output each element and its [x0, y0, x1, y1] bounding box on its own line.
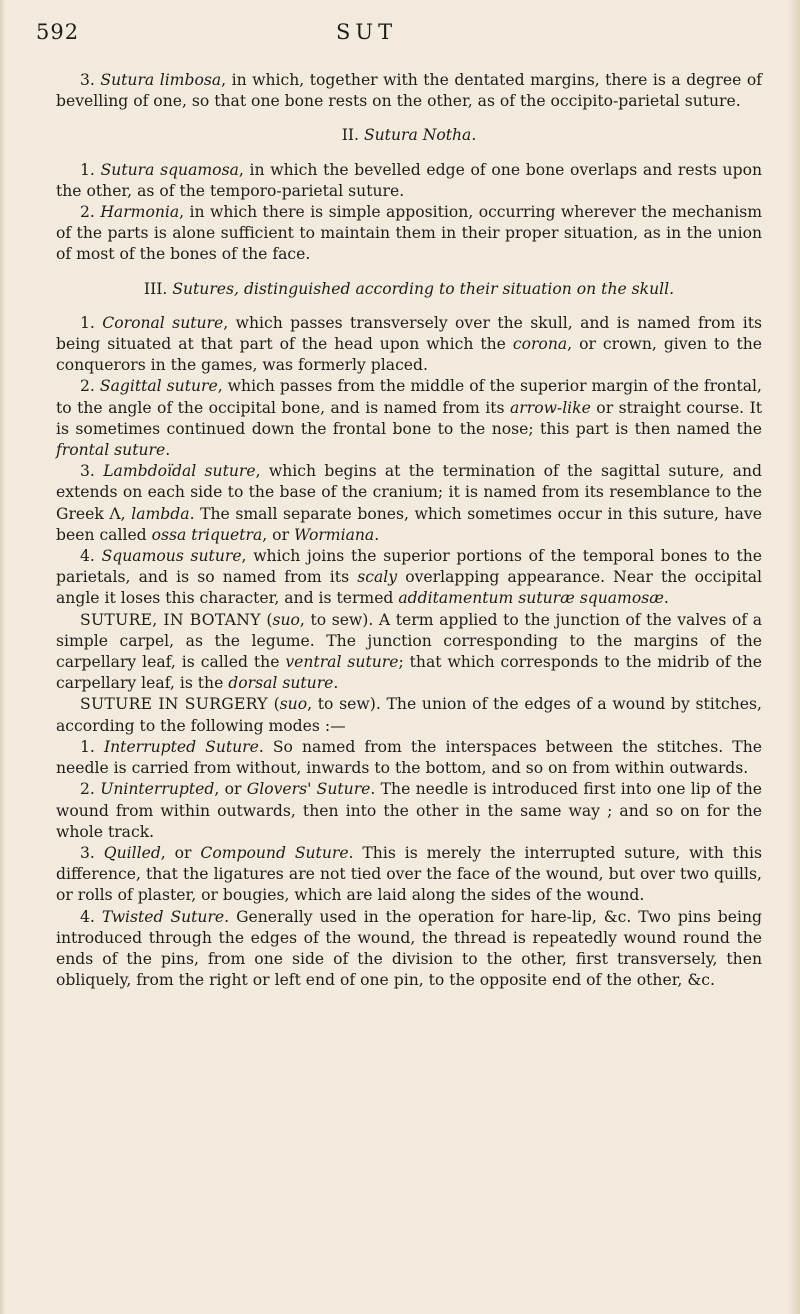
paragraph-squamous-suture [56, 546, 762, 610]
italic-word: corona [512, 335, 568, 354]
entry-heading: SUTURE IN SURGERY [80, 695, 268, 714]
paragraph-quilled-suture [56, 843, 762, 907]
running-head: SUT [336, 20, 398, 44]
item-number: 3. [80, 462, 95, 481]
italic-word: ventral suture [285, 653, 399, 672]
item-number: 4. [80, 547, 95, 566]
item-number: 3. [80, 843, 95, 862]
term: Squamous suture [101, 547, 242, 566]
term: Harmonia [100, 203, 180, 222]
paragraph-text: , in which, together with the dentated margins, there is a degree of bevelling of one, so that one bone rests on the other, as of the occipito-parietal suture. [56, 71, 762, 111]
italic-word: arrow-like [509, 398, 591, 417]
term: Sagittal suture [99, 377, 218, 396]
term: Uninterrupted [100, 780, 215, 799]
section-heading-ii [56, 125, 762, 146]
entry-suture-in-botany [56, 610, 762, 695]
paragraph-text: . [374, 525, 380, 544]
entry-suture-in-surgery [56, 694, 762, 736]
term: Sutura squamosa [100, 160, 239, 179]
paragraph-text: , which begins at the termination of the sagittal suture, and extends on each side to the base of the cranium; it is named from its resemblance to the Greek Λ, [56, 462, 762, 523]
paragraph-text: , in which there is simple apposition, occurring wherever the mechanism of the parts is alone sufficient to maintain them in their proper situation, as in the union of most of the bones of the face. [56, 203, 762, 264]
italic-word: Compound Suture [200, 843, 349, 862]
paragraph-sagittal-suture [56, 376, 762, 461]
paragraph-text: ( [260, 610, 273, 629]
paragraph-text: . The small separate bones, which sometimes occur in this suture, have been called [56, 504, 762, 544]
italic-word: dorsal suture [228, 674, 334, 693]
italic-word: additamentum suturæ squamosæ [398, 589, 664, 608]
section-numeral: II. [341, 126, 359, 145]
italic-word: ossa triquetra [151, 525, 263, 544]
italic-word: lambda [131, 504, 190, 523]
paragraph-text: , or [214, 780, 247, 799]
italic-word: scaly [357, 568, 398, 587]
entry-heading: SUTURE, IN BOTANY [80, 610, 261, 629]
paragraph-uninterrupted-suture [56, 779, 762, 843]
paragraph-text: ; that which corresponds to the midrib of the carpellary leaf, is the [56, 653, 762, 693]
italic-word: Wormiana [293, 525, 375, 544]
italic-word: Glovers' Suture [246, 780, 371, 799]
term: Twisted Suture [101, 907, 225, 926]
paragraph-twisted-suture [56, 907, 762, 992]
paragraph-text: , which passes transversely over the skull, and is named from its being situated at that part of the head upon which the [56, 313, 762, 354]
paragraph-coronal-suture [56, 313, 762, 377]
paragraph-text: , or crown, given to the conquerors in the games, was formerly placed. [56, 335, 763, 375]
paragraph-text: . [165, 441, 171, 460]
term: Lambdoïdal suture [103, 462, 256, 481]
page-edge-shadow-right [788, 0, 800, 1314]
section-numeral: III. [143, 279, 168, 298]
paragraph-text: overlapping appearance. Near the occipital angle it loses this character, and is termed [56, 568, 763, 608]
paragraph-lambdoidal-suture [56, 461, 762, 546]
paragraph-text: . This is merely the interrupted suture, with this difference, that the ligatures are not tied over the face of the wound, but over two quills, or rolls of plaster, or bougies, which are laid along the sides of the wound. [56, 843, 762, 905]
item-number: 2. [80, 780, 95, 799]
paragraph-text: , or [262, 525, 294, 544]
page-number: 592 [36, 20, 80, 44]
paragraph-text: . [663, 589, 669, 608]
paragraph-text: . The needle is introduced first into one lip of the wound from within outwards, then into the other in the same way ; and so on for the whole track. [56, 780, 762, 841]
paragraph-text: , to sew). The union of the edges of a wound by stitches, according to the following modes :— [56, 695, 762, 735]
paragraph-text: , which joins the superior portions of the temporal bones to the parietals, and is so named from its [56, 547, 762, 587]
italic-word: suo [279, 695, 308, 714]
page-body [56, 70, 762, 991]
paragraph-text: , in which the bevelled edge of one bone overlaps and rests upon the other, as of the temporo-parietal suture. [56, 160, 763, 200]
paragraph-sutura-squamosa [56, 160, 762, 202]
item-number: 3. [80, 71, 95, 89]
item-number: 4. [80, 907, 95, 926]
paragraph-text: . So named from the interspaces between the stitches. The needle is carried from without, inwards to the bottom, and so on from within outwards. [56, 737, 762, 778]
paragraph-text: . Generally used in the operation for hare-lip, &c. Two pins being introduced through the edges of the wound, the thread is repeatedly wound round the ends of the pins, from one side of the division to the other, first transversely, then obliquely, from the right or left end of one pin, to the opposite end of the other, &c. [56, 907, 763, 990]
section-title: Sutures, distinguished according to their situation on the skull. [172, 279, 675, 298]
paragraph-text: . [333, 674, 339, 693]
paragraph-text: , to sew). A term applied to the junction of the valves of a simple carpel, as the legume. The junction corresponding to the margins of the carpellary leaf, is called the [56, 610, 762, 672]
term: Interrupted Suture [103, 737, 259, 756]
term: Sutura limbosa [100, 71, 222, 89]
paragraph-text: , or [160, 843, 201, 862]
item-number: 1. [80, 160, 95, 179]
italic-word: suo [272, 610, 300, 629]
item-number: 2. [80, 377, 95, 396]
section-heading-iii [56, 279, 762, 300]
paragraph-text: or straight course. It is sometimes continued down the frontal bone to the nose; this part is then named the [56, 398, 762, 438]
paragraph-text: ( [267, 695, 280, 714]
italic-word: frontal suture [56, 441, 166, 460]
item-number: 2. [80, 203, 95, 222]
paragraph-interrupted-suture [56, 737, 762, 779]
page-header [36, 20, 760, 54]
term: Quilled [103, 843, 161, 862]
paragraph-text: , which passes from the middle of the superior margin of the frontal, to the angle of the occipital bone, and is named from its [56, 377, 762, 417]
item-number: 1. [80, 737, 95, 756]
section-title: Sutura Notha. [363, 126, 477, 145]
paragraph-harmonia [56, 202, 762, 266]
paragraph-sutura-limbosa [56, 70, 762, 112]
page-edge-shadow-left [0, 0, 5, 1314]
item-number: 1. [80, 313, 95, 332]
term: Coronal suture [102, 313, 224, 332]
